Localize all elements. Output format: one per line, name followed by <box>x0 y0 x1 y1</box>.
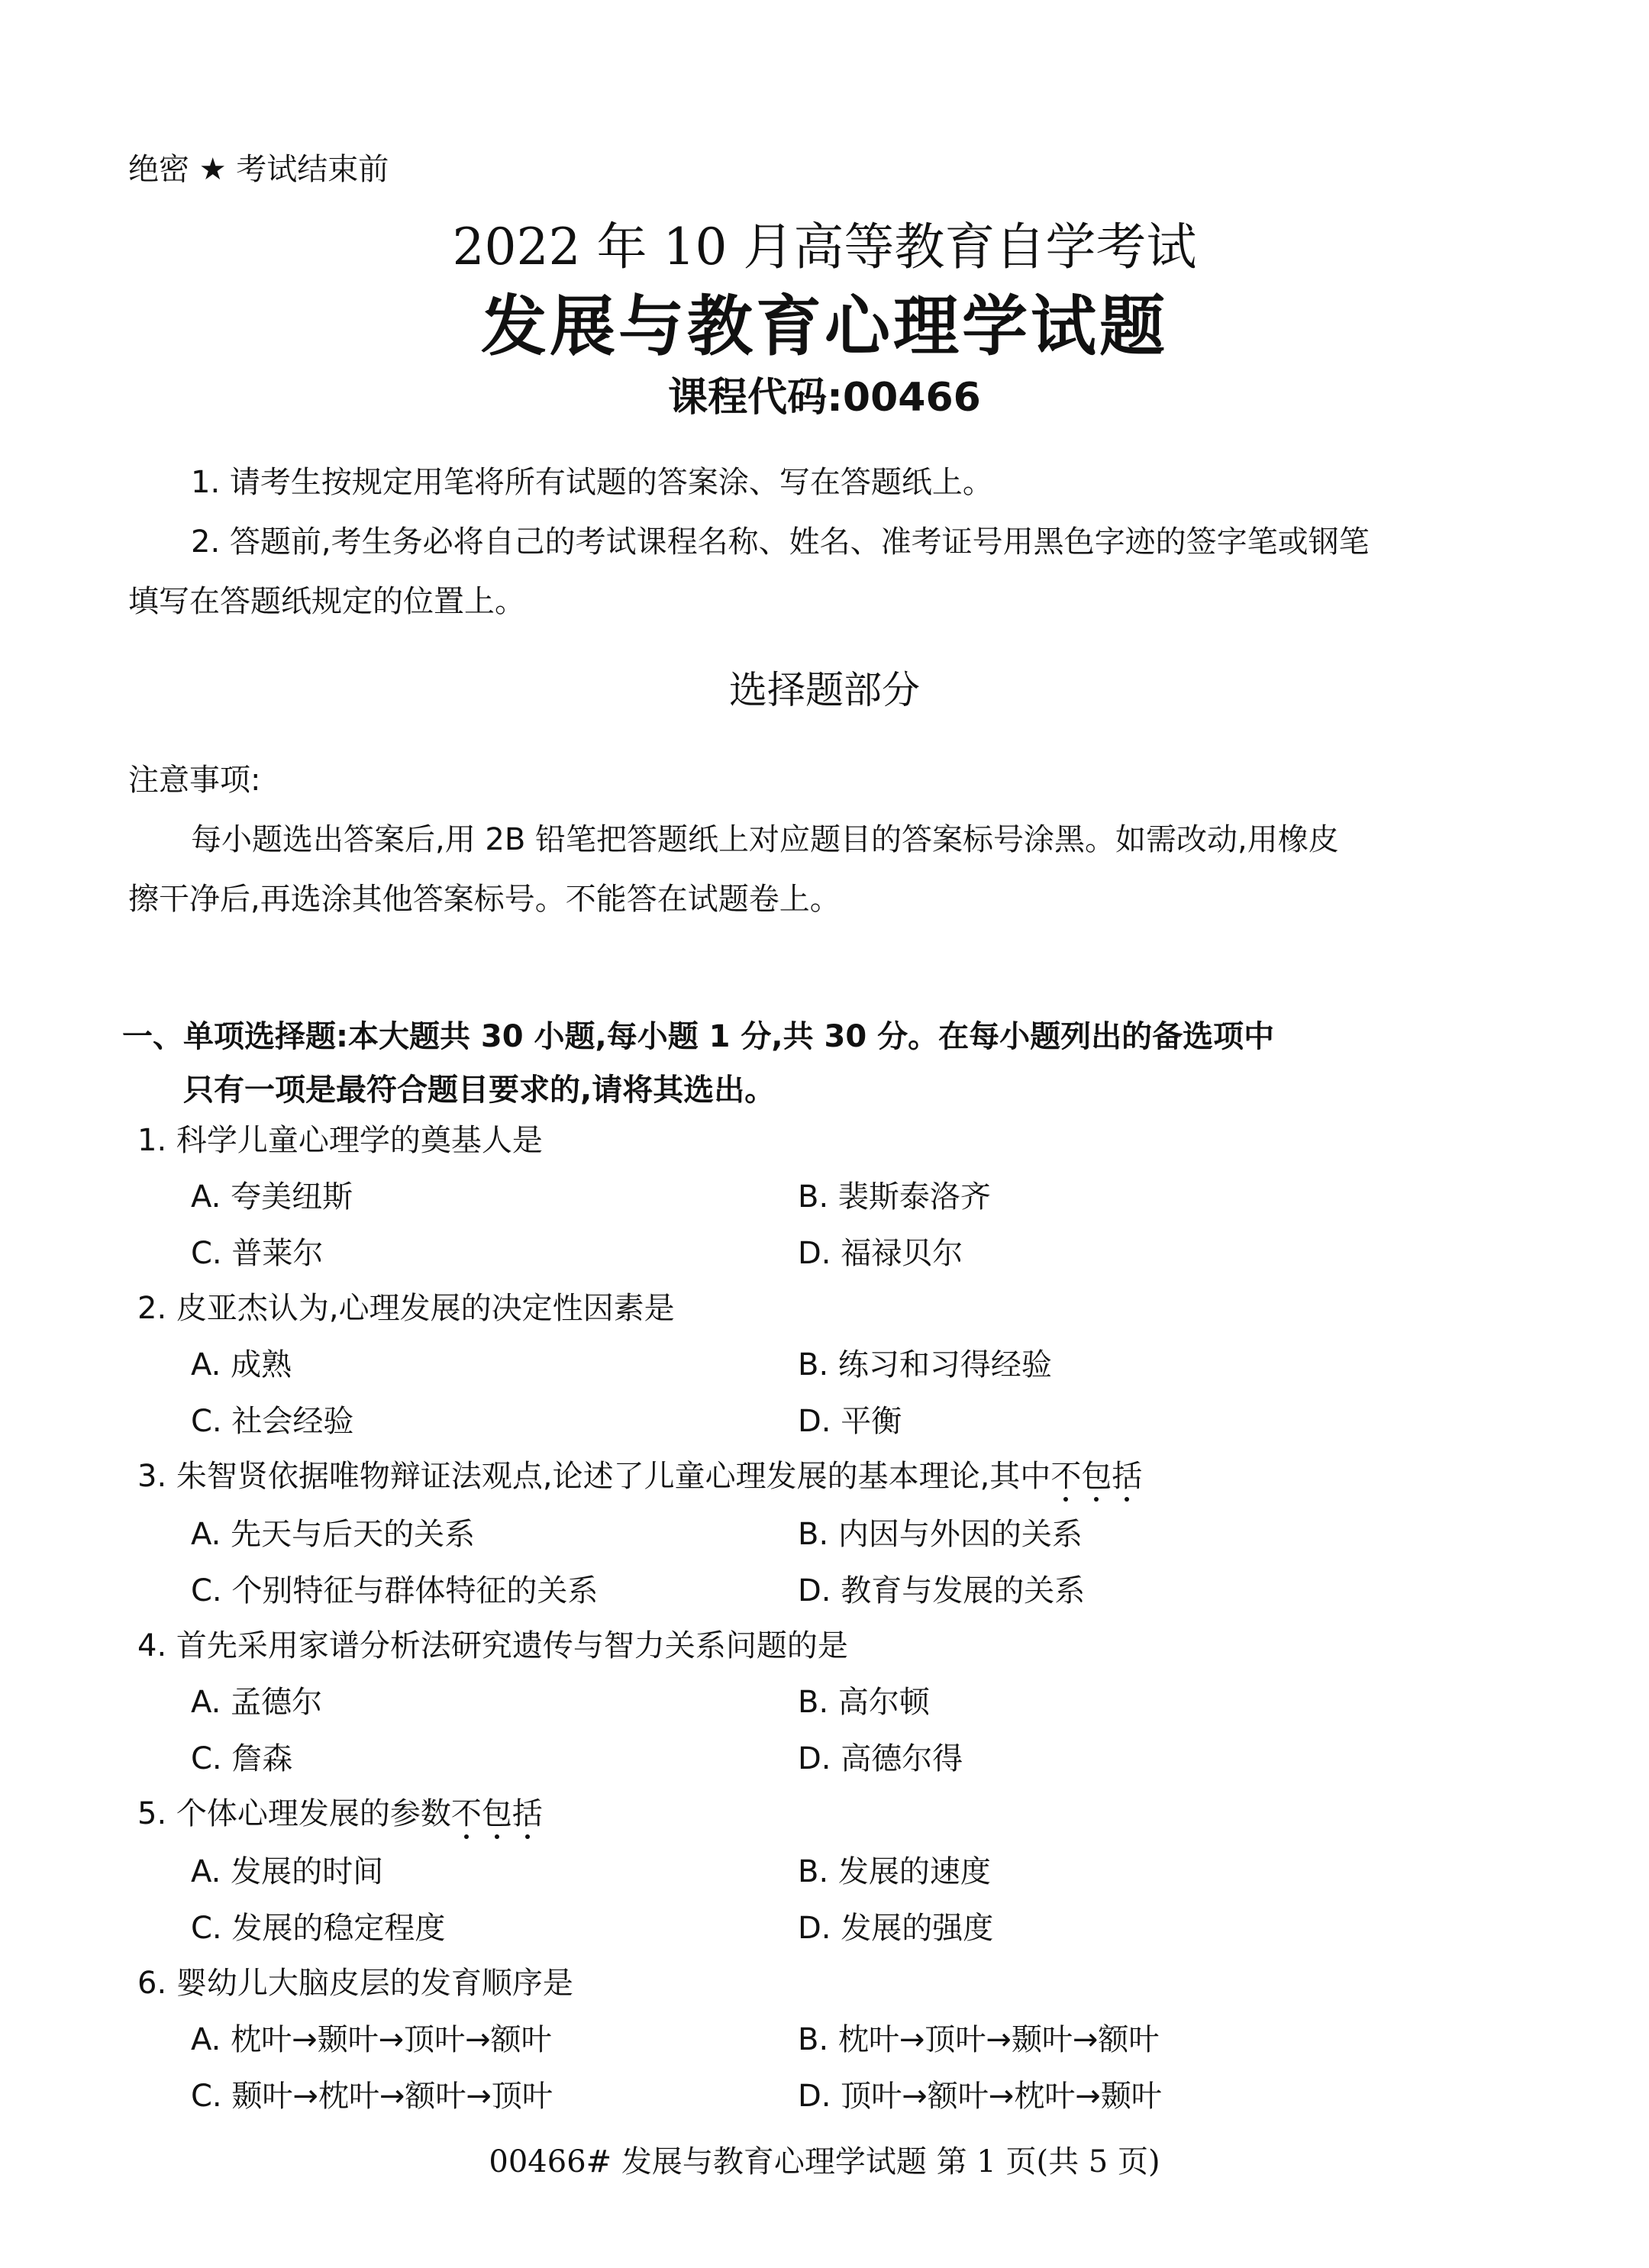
paper-title: 发展与教育心理学试题 <box>481 289 1168 365</box>
question-3-stem-text: 3. 朱智贤依据唯物辩证法观点,论述了儿童心理发展的基本理论,其中 <box>137 1459 1051 1494</box>
question-2-stem: 2. 皮亚杰认为,心理发展的决定性因素是 <box>137 1291 675 1326</box>
question-4-stem: 4. 首先采用家谱分析法研究遗传与智力关系问题的是 <box>137 1628 848 1663</box>
instruction-2-cont: 填写在答题纸规定的位置上。 <box>128 584 525 619</box>
emphasis-char: 包 <box>481 1796 512 1831</box>
notes-line-2: 擦干净后,再选涂其他答案标号。不能答在试题卷上。 <box>128 882 841 917</box>
question-5-option-b: B. 发展的速度 <box>798 1854 991 1889</box>
emphasis-char: 括 <box>1112 1459 1143 1494</box>
confidential-mark: 绝密 ★ 考试结束前 <box>128 152 389 187</box>
question-4-option-d: D. 高德尔得 <box>798 1741 963 1776</box>
question-2-option-d: D. 平衡 <box>798 1404 902 1439</box>
question-4-option-a: A. 孟德尔 <box>191 1685 323 1720</box>
notes-label: 注意事项: <box>128 763 261 798</box>
question-5-option-c: C. 发展的稳定程度 <box>191 1911 446 1946</box>
question-2-option-c: C. 社会经验 <box>191 1404 354 1439</box>
section-heading-line-1: 一、单项选择题:本大题共 30 小题,每小题 1 分,共 30 分。在每小题列出的备选项中 <box>122 1019 1275 1054</box>
question-1-option-b: B. 裴斯泰洛齐 <box>798 1179 991 1215</box>
question-3-option-d: D. 教育与发展的关系 <box>798 1573 1086 1608</box>
question-5-stem <box>137 1789 543 1833</box>
question-1-stem: 1. 科学儿童心理学的奠基人是 <box>137 1123 543 1158</box>
question-6-option-b: B. 枕叶→顶叶→颞叶→额叶 <box>798 2022 1160 2057</box>
instruction-2: 2. 答题前,考生务必将自己的考试课程名称、姓名、准考证号用黑色字迹的签字笔或钢笔 <box>191 524 1370 560</box>
question-3-stem <box>137 1452 1142 1495</box>
instruction-1: 1. 请考生按规定用笔将所有试题的答案涂、写在答题纸上。 <box>191 465 993 500</box>
page-footer: 00466# 发展与教育心理学试题 第 1 页(共 5 页) <box>489 2144 1160 2179</box>
section-heading-line-2: 只有一项是最符合题目要求的,请将其选出。 <box>183 1073 776 1108</box>
question-6-option-d: D. 顶叶→额叶→枕叶→颞叶 <box>798 2079 1162 2114</box>
question-1-option-c: C. 普莱尔 <box>191 1236 324 1271</box>
question-3-emphasis <box>1050 1459 1142 1494</box>
emphasis-char: 括 <box>511 1796 543 1831</box>
emphasis-char: 包 <box>1081 1459 1112 1494</box>
emphasis-char: 不 <box>450 1796 482 1831</box>
question-6-option-c: C. 颞叶→枕叶→额叶→顶叶 <box>191 2079 553 2114</box>
emphasis-char: 不 <box>1050 1459 1082 1494</box>
question-3-option-c: C. 个别特征与群体特征的关系 <box>191 1573 599 1608</box>
part-title: 选择题部分 <box>729 668 920 712</box>
question-4-option-c: C. 詹森 <box>191 1741 293 1776</box>
question-3-option-a: A. 先天与后天的关系 <box>191 1517 476 1552</box>
question-5-stem-text: 5. 个体心理发展的参数 <box>137 1796 451 1831</box>
question-1-option-d: D. 福禄贝尔 <box>798 1236 963 1271</box>
question-3-option-b: B. 内因与外因的关系 <box>798 1517 1083 1552</box>
question-4-option-b: B. 高尔顿 <box>798 1685 930 1720</box>
question-2-option-b: B. 练习和习得经验 <box>798 1347 1052 1382</box>
question-2-option-a: A. 成熟 <box>191 1347 292 1382</box>
exam-title: 2022 年 10 月高等教育自学考试 <box>452 218 1197 276</box>
question-6-stem: 6. 婴幼儿大脑皮层的发育顺序是 <box>137 1966 573 2001</box>
question-5-option-d: D. 发展的强度 <box>798 1911 994 1946</box>
question-5-option-a: A. 发展的时间 <box>191 1854 384 1889</box>
question-6-option-a: A. 枕叶→颞叶→顶叶→额叶 <box>191 2022 552 2057</box>
question-5-emphasis <box>451 1796 543 1831</box>
question-1-option-a: A. 夸美纽斯 <box>191 1179 353 1215</box>
course-code: 课程代码:00466 <box>668 375 981 421</box>
notes-line-1: 每小题选出答案后,用 2B 铅笔把答题纸上对应题目的答案标号涂黑。如需改动,用橡皮 <box>191 822 1339 857</box>
